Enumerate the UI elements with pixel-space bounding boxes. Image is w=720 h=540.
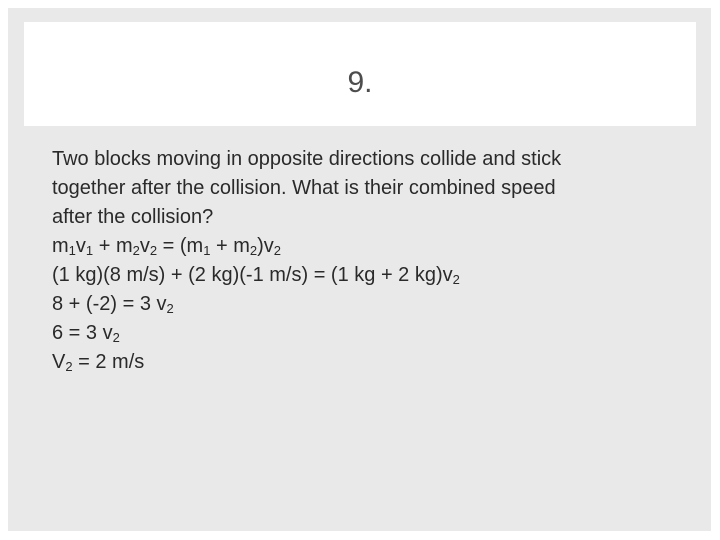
question-line-2: together after the collision. What is their combined speed xyxy=(52,177,556,199)
slide-body xyxy=(52,145,692,377)
slide-title: 9. xyxy=(347,66,373,99)
equation-result-step: 6 = 3 $v_2$ xyxy=(52,322,120,345)
equation-final-answer: $V_2 = 2$ m/s xyxy=(52,351,145,374)
equation-momentum-conservation: $m_1v_1 + m_2v_2 = (m_1 + m_2)v_2$ xyxy=(52,235,282,258)
question-line-3: after the collision? xyxy=(52,206,214,228)
equation-simplify: 8 + (-2) = 3 $v_2$ xyxy=(52,293,174,316)
question-line-1: Two blocks moving in opposite directions collide and stick xyxy=(52,148,562,170)
equation-substitution: (1 kg)(8 m/s) + (2 kg)(-1 m/s) = (1 kg + 2 $kg)v_2$ xyxy=(52,264,460,287)
slide xyxy=(8,8,711,531)
title-box xyxy=(24,22,696,126)
